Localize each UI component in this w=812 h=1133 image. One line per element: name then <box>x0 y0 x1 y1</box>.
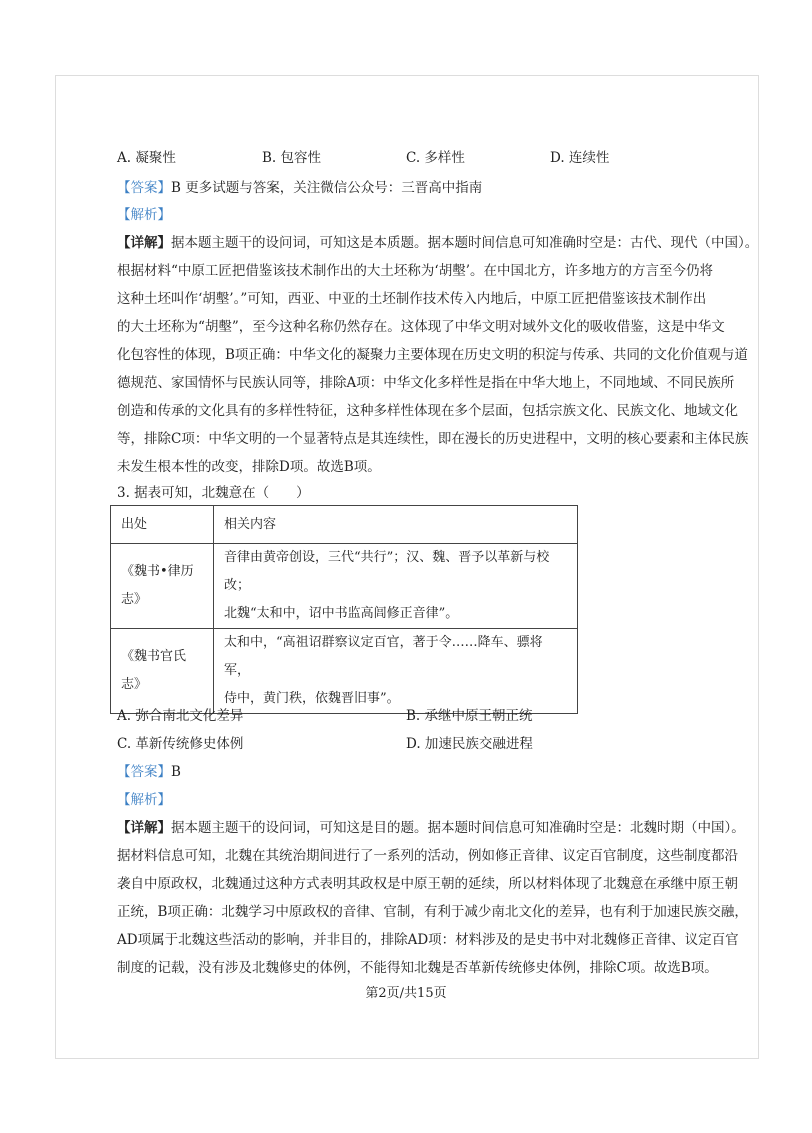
table-cell-content: 音律由黄帝创设，三代“共行”；汉、魏、晋予以革新与校改； 北魏“太和中，诏中书监高闾修正音律”。 <box>214 544 578 629</box>
q2-detail-line: 未发生根本性的改变，排除D项。故选B项。 <box>117 459 381 475</box>
q2-detail-line: 【详解】据本题主题干的设问词，可知这是本质题。据本题时间信息可知准确时空是：古代、现代（中国）。 <box>117 235 759 251</box>
q2-analysis-tag: 【解析】 <box>117 207 171 223</box>
q2-detail-line: 这种土坯叫作‘胡墼’。”可知，西亚、中亚的土坯制作技术传入内地后，中原工匠把借鉴该技术制作出 <box>117 291 707 307</box>
answer-tag: 【答案】 <box>117 180 171 196</box>
q3-detail-line: 【详解】据本题主题干的设问词，可知这是目的题。据本题时间信息可知准确时空是：北魏时期（中国）。 <box>117 820 745 836</box>
page-number-footer: 第2页/共15页 <box>365 986 447 1001</box>
q2-detail-line: 创造和传承的文化具有的多样性特征，这种多样性体现在多个层面，包括宗族文化、民族文化、地域文化 <box>117 403 738 419</box>
q2-option-c: C. 多样性 <box>406 150 465 166</box>
q2-detail-line: 根据材料“中原工匠把借鉴该技术制作出的大土坯称为‘胡墼’。在中国北方，许多地方的方言至今仍将 <box>117 263 713 279</box>
q3-option-c: C. 革新传统修史体例 <box>117 736 244 752</box>
q3-detail-line: 正统，B项正确：北魏学习中原政权的音律、官制，有利于减少南北文化的差异，也有利于加速民族交融， <box>117 904 748 920</box>
q2-detail-line: 化包容性的体现，B项正确：中华文化的凝聚力主要体现在历史文明的积淀与传承、共同的文化价值观与道 <box>117 347 748 363</box>
q2-option-d: D. 连续性 <box>550 150 610 166</box>
detail-tag: 【详解】 <box>117 235 171 251</box>
q3-detail-line: 制度的记载，没有涉及北魏修史的体例，不能得知北魏是否革新传统修史体例，排除C项。故选B项。 <box>117 960 718 976</box>
q3-source-table <box>110 505 578 714</box>
table-header-row <box>111 506 578 544</box>
table-cell-source: 《魏书•律历志》 <box>111 544 214 629</box>
answer-tag: 【答案】 <box>117 764 171 780</box>
answer-text: B <box>171 764 181 780</box>
table-cell-source: 《魏书官氏志》 <box>111 629 214 714</box>
q2-detail-line: 的大土坯称为“胡墼”，至今这种名称仍然存在。这体现了中华文明对域外文化的吸收借鉴，这是中华文 <box>117 319 725 335</box>
q3-option-a: A. 弥合南北文化差异 <box>117 708 244 724</box>
answer-text: B 更多试题与答案，关注微信公众号：三晋高中指南 <box>171 180 483 196</box>
q2-option-a: A. 凝聚性 <box>117 150 176 166</box>
detail-tag: 【详解】 <box>117 820 171 836</box>
q2-detail-line: 等，排除C项：中华文明的一个显著特点是其连续性，即在漫长的历史进程中，文明的核心要素和主体民族 <box>117 431 749 447</box>
q2-option-b: B. 包容性 <box>262 150 322 166</box>
q3-analysis-tag: 【解析】 <box>117 792 171 808</box>
q3-answer <box>117 760 181 780</box>
q3-option-b: B. 承继中原王朝正统 <box>406 708 533 724</box>
q3-option-d: D. 加速民族交融进程 <box>406 736 533 752</box>
table-header-source: 出处 <box>111 506 214 544</box>
q3-stem: 3. 据表可知，北魏意在（ ） <box>117 485 310 501</box>
table-row <box>111 629 578 714</box>
q2-detail-line: 德规范、家国情怀与民族认同等，排除A项：中华文化多样性是指在中华大地上，不同地域、不同民族所 <box>117 375 735 391</box>
q2-answer <box>117 176 482 196</box>
table-header-content: 相关内容 <box>214 506 578 544</box>
table-row <box>111 544 578 629</box>
q3-detail-line: 袭自中原政权，北魏通过这种方式表明其政权是中原王朝的延续，所以材料体现了北魏意在承继中原王朝 <box>117 876 738 892</box>
q3-detail-line: 据材料信息可知，北魏在其统治期间进行了一系列的活动，例如修正音律、议定百官制度，这些制度都沿 <box>117 848 738 864</box>
table-cell-content: 太和中，“高祖诏群察议定百官，著于令……降车、骠将军， 侍中，黄门秩，依魏晋旧事”。 <box>214 629 578 714</box>
q3-detail-line: AD项属于北魏这些活动的影响，并非目的，排除AD项：材料涉及的是史书中对北魏修正音律、议定百官 <box>117 932 739 948</box>
